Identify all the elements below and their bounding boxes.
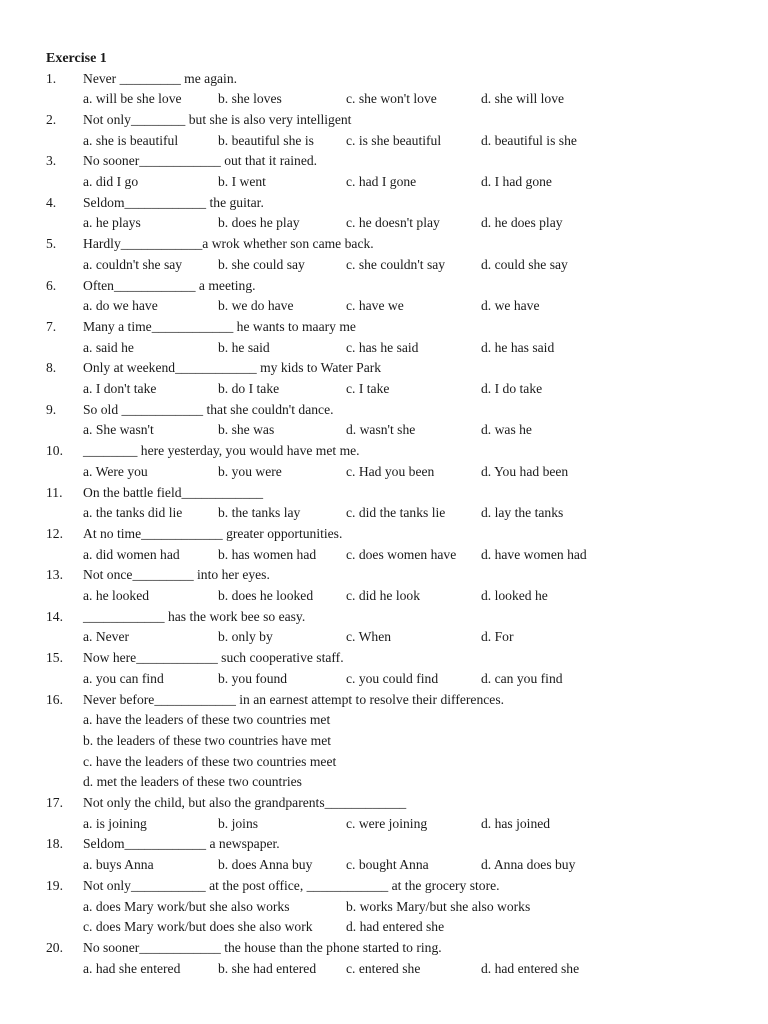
question-number: 18. (46, 836, 63, 852)
answer-option: b. you were (218, 463, 282, 479)
question-number: 10. (46, 443, 63, 459)
answer-option: a. does Mary work/but she also works (83, 898, 290, 914)
answer-option: b. she could say (218, 256, 305, 272)
question-stem: Not once_________ into her eyes. (83, 567, 270, 583)
options-row (0, 856, 768, 874)
question-number: 11. (46, 484, 63, 500)
answer-option: c. does Mary work/but does she also work (83, 919, 313, 935)
answer-option: d. had entered she (481, 960, 580, 976)
answer-option: c. have the leaders of these two countries meet (83, 753, 337, 769)
answer-option: b. has women had (218, 546, 317, 562)
question-stem: Seldom____________ a newspaper. (83, 836, 280, 852)
answer-option: d. looked he (481, 588, 548, 603)
answer-option: c. entered she (346, 960, 421, 976)
question-number: 13. (46, 567, 63, 583)
answer-option: c. has he said (346, 339, 419, 355)
answer-option: d. You had been (481, 463, 569, 479)
options-row (0, 132, 768, 150)
answer-option: d. could she say (481, 256, 568, 272)
answer-option: d. I do take (481, 381, 543, 396)
answer-option: c. she won't love (346, 91, 437, 107)
answer-option: a. did women had (83, 546, 180, 562)
question-number: 12. (46, 525, 63, 541)
question-stem: Never _________ me again. (83, 70, 238, 86)
question-row (0, 794, 768, 812)
options-row (0, 173, 768, 191)
answer-option: d. can you find (481, 670, 563, 686)
options-row (0, 504, 768, 522)
answer-option: b. I went (218, 174, 266, 189)
answer-option: d. was he (481, 422, 532, 438)
answer-option: a. have the leaders of these two countries met (83, 712, 331, 728)
answer-option: a. will be she love (83, 91, 182, 107)
question-number: 8. (46, 360, 57, 376)
answer-option: d. For (481, 629, 514, 645)
answer-option: a. did I go (83, 174, 139, 189)
question-row (0, 359, 768, 377)
answer-option: b. she loves (218, 91, 282, 107)
answer-option: b. he said (218, 339, 270, 355)
answer-option: a. said he (83, 339, 134, 355)
question-number: 2. (46, 111, 57, 127)
options-row (0, 297, 768, 315)
options-row (0, 214, 768, 232)
question-stem: Only at weekend____________ my kids to Water Park (83, 360, 382, 376)
answer-option: b. do I take (218, 381, 280, 396)
question-stem: Seldom____________ the guitar. (83, 194, 264, 210)
options-row (0, 380, 768, 398)
question-stem: So old ____________ that she couldn't dance. (83, 401, 334, 417)
answer-option: a. had she entered (83, 960, 181, 976)
question-stem: Many a time____________ he wants to maary me (83, 318, 356, 334)
question-number: 16. (46, 691, 63, 707)
answer-option: b. does he looked (218, 588, 314, 603)
question-stem: Often____________ a meeting. (83, 277, 256, 293)
question-number: 5. (46, 236, 57, 252)
answer-option: c. did he look (346, 588, 420, 603)
question-row (0, 401, 768, 419)
options-row (0, 753, 768, 771)
question-stem: ____________ has the work bee so easy. (83, 608, 306, 624)
question-row (0, 277, 768, 295)
question-row (0, 691, 768, 709)
options-row (0, 628, 768, 646)
question-stem: Hardly____________a wrok whether son came back. (83, 236, 374, 252)
question-row (0, 194, 768, 212)
question-row (0, 525, 768, 543)
options-row (0, 587, 768, 605)
answer-option: a. is joining (83, 815, 147, 831)
answer-option: a. he plays (83, 215, 141, 231)
answer-option: a. She wasn't (83, 422, 154, 438)
question-row (0, 877, 768, 895)
answer-option: d. he does play (481, 215, 563, 231)
answer-option: b. she had entered (218, 960, 317, 976)
answer-option: c. Had you been (346, 463, 435, 479)
question-stem: ________ here yesterday, you would have met me. (83, 443, 360, 459)
question-number: 9. (46, 401, 57, 417)
answer-option: b. does he play (218, 215, 300, 231)
question-row (0, 111, 768, 129)
options-row (0, 773, 768, 791)
answer-option: c. I take (346, 381, 390, 396)
answer-option: d. have women had (481, 546, 587, 562)
question-number: 6. (46, 277, 57, 293)
question-row (0, 566, 768, 584)
options-row (0, 918, 768, 936)
question-stem: No sooner____________ the house than the phone started to ring. (83, 939, 442, 955)
question-stem: Now here____________ such cooperative staff. (83, 650, 344, 666)
answer-option: b. beautiful she is (218, 132, 314, 148)
question-stem: Never before____________ in an earnest attempt to resolve their differences. (83, 691, 505, 707)
question-stem: Not only___________ at the post office, ____________ at the grocery store. (83, 877, 500, 893)
answer-option: a. Were you (83, 463, 148, 479)
answer-option: c. is she beautiful (346, 132, 442, 148)
answer-option: b. joins (218, 815, 259, 831)
answer-option: a. you can find (83, 670, 164, 686)
question-row (0, 484, 768, 502)
question-number: 7. (46, 318, 57, 334)
answer-option: b. we do have (218, 298, 294, 314)
options-row (0, 339, 768, 357)
answer-option: d. she will love (481, 91, 565, 107)
question-number: 20. (46, 939, 63, 955)
options-row (0, 960, 768, 978)
answer-option: a. the tanks did lie (83, 505, 183, 521)
answer-option: c. were joining (346, 815, 428, 831)
question-row (0, 608, 768, 626)
answer-option: a. do we have (83, 298, 158, 314)
answer-option: c. does women have (346, 546, 457, 562)
question-row (0, 835, 768, 853)
question-number: 4. (46, 194, 57, 210)
answer-option: c. you could find (346, 670, 439, 686)
answer-option: d. he has said (481, 339, 555, 355)
answer-option: d. I had gone (481, 174, 552, 189)
answer-option: b. does Anna buy (218, 857, 313, 873)
answer-option: b. she was (218, 422, 275, 438)
answer-option: d. Anna does buy (481, 857, 576, 873)
answer-option: c. did the tanks lie (346, 505, 446, 521)
answer-option: d. met the leaders of these two countries (83, 774, 302, 790)
options-row (0, 732, 768, 750)
question-row (0, 649, 768, 667)
question-stem: No sooner____________ out that it rained. (83, 153, 318, 169)
answer-option: c. bought Anna (346, 857, 429, 873)
answer-option: a. she is beautiful (83, 132, 179, 148)
question-stem: At no time____________ greater opportunities. (83, 525, 343, 541)
answer-option: d. beautiful is she (481, 132, 577, 148)
options-row (0, 815, 768, 833)
answer-option: d. wasn't she (346, 422, 416, 438)
answer-option: b. the leaders of these two countries have met (83, 732, 331, 748)
options-row (0, 421, 768, 439)
options-row (0, 711, 768, 729)
exercise-title: Exercise 1 (46, 51, 107, 66)
answer-option: b. you found (218, 670, 288, 686)
answer-option: c. she couldn't say (346, 256, 446, 272)
question-row (0, 318, 768, 336)
answer-option: b. the tanks lay (218, 505, 301, 521)
question-number: 17. (46, 795, 63, 810)
question-row (0, 939, 768, 957)
question-stem: Not only________ but she is also very intelligent (83, 111, 352, 127)
question-stem: On the battle field____________ (83, 484, 264, 500)
question-row (0, 442, 768, 460)
question-row (0, 152, 768, 170)
answer-option: a. he looked (83, 588, 150, 603)
answer-option: d. had entered she (346, 919, 445, 935)
answer-option: c. had I gone (346, 174, 417, 189)
options-row (0, 256, 768, 274)
answer-option: b. works Mary/but she also works (346, 898, 531, 914)
answer-option: a. I don't take (83, 381, 157, 396)
answer-option: d. has joined (481, 815, 551, 831)
answer-option: b. only by (218, 629, 273, 645)
answer-option: d. lay the tanks (481, 505, 564, 521)
options-row (0, 670, 768, 688)
question-number: 15. (46, 650, 63, 666)
answer-option: a. couldn't she say (83, 256, 183, 272)
options-row (0, 546, 768, 564)
options-row (0, 90, 768, 108)
answer-option: c. he doesn't play (346, 215, 440, 231)
question-stem: Not only the child, but also the grandparents____________ (83, 795, 407, 810)
answer-option: a. Never (83, 629, 130, 645)
question-number: 3. (46, 153, 57, 169)
answer-option: d. we have (481, 298, 540, 314)
question-row (0, 235, 768, 253)
answer-option: c. When (346, 629, 392, 645)
options-row (0, 463, 768, 481)
question-number: 14. (46, 608, 63, 624)
question-number: 19. (46, 877, 63, 893)
question-row (0, 70, 768, 88)
options-row (0, 898, 768, 916)
answer-option: a. buys Anna (83, 857, 154, 873)
answer-option: c. have we (346, 298, 404, 314)
question-number: 1. (46, 70, 57, 86)
